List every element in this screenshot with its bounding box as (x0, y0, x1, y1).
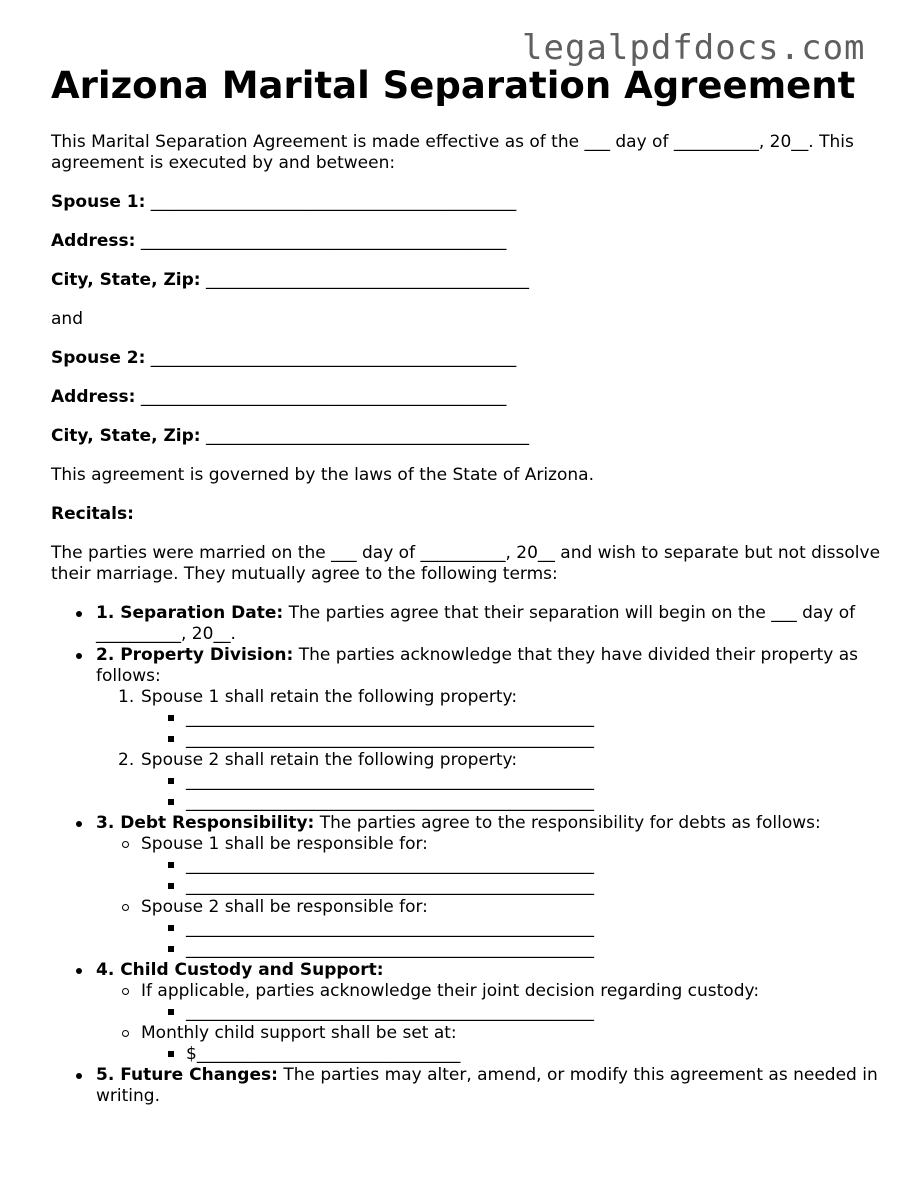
item-number: 1. (118, 687, 135, 707)
term-property-division (51, 645, 881, 813)
blank-line[interactable]: ________________________________________________ (141, 876, 881, 897)
term-heading: 5. Future Changes: (96, 1065, 278, 1085)
blank-line[interactable]: ________________________________________________ (141, 708, 881, 729)
list-item: 1. Spouse 1 shall retain the following property: ________________________________________________ ________________________________________________ (96, 687, 881, 750)
list-item: Spouse 2 shall be responsible for: ________________________________________________ ________________________________________________ (96, 897, 881, 960)
term-debt-responsibility (51, 813, 881, 960)
term-text: The parties agree that their separation will begin on the ___ day of __________, 20__. (96, 603, 856, 644)
list-item: Spouse 1 shall be responsible for: ________________________________________________ ________________________________________________ (96, 834, 881, 897)
term-heading: 4. Child Custody and Support: (96, 960, 384, 980)
term-heading: 3. Debt Responsibility: (96, 813, 315, 833)
field-label: Address: (51, 387, 136, 407)
blank-line[interactable]: ________________________________________________ (141, 918, 881, 939)
intro-paragraph: This Marital Separation Agreement is made effective as of the ___ day of __________, 20__. This agreement is executed by and between: (51, 132, 854, 173)
blank-line[interactable]: ___________________________________________ (150, 348, 517, 368)
blank-line[interactable]: ________________________________________________ (141, 792, 881, 813)
governing-law: This agreement is governed by the laws of the State of Arizona. (51, 465, 594, 485)
field-label: Spouse 2: (51, 348, 146, 368)
blank-line[interactable]: ______________________________________ (205, 426, 529, 446)
term-heading: 1. Separation Date: (96, 603, 284, 623)
term-text: The parties may alter, amend, or modify this agreement as needed in writing. (96, 1065, 878, 1106)
watermark: legalpdfdocs.com (522, 28, 866, 68)
document-title: Arizona Marital Separation Agreement (51, 64, 856, 107)
document-body (51, 132, 881, 1107)
spouse1-city-field[interactable] (51, 270, 881, 291)
term-child-custody (51, 960, 881, 1065)
blank-line[interactable]: ______________________________________ (205, 270, 529, 290)
field-label: City, State, Zip: (51, 426, 201, 446)
recitals-heading: Recitals: (51, 504, 134, 524)
blank-line[interactable]: ________________________________________________ (141, 729, 881, 750)
field-label: City, State, Zip: (51, 270, 201, 290)
list-item: If applicable, parties acknowledge their joint decision regarding custody: ________________________________________________ (96, 981, 881, 1023)
blank-line[interactable]: ________________________________________________ (141, 855, 881, 876)
and-text: and (51, 309, 83, 329)
term-separation-date (51, 603, 881, 645)
field-label: Spouse 1: (51, 192, 146, 212)
term-heading: 2. Property Division: (96, 645, 294, 665)
spouse2-address-field[interactable] (51, 387, 881, 408)
recitals-text: The parties were married on the ___ day of __________, 20__ and wish to separate but not dissolve their marriage. They mutually agree to the following terms: (51, 543, 881, 584)
spouse1-name-field[interactable] (51, 192, 881, 213)
blank-line[interactable]: ___________________________________________ (140, 231, 507, 251)
item-number: 2. (118, 750, 135, 770)
term-text: The parties acknowledge that they have divided their property as follows: (96, 645, 858, 686)
blank-line[interactable]: ________________________________________________ (141, 939, 881, 960)
blank-line[interactable]: ________________________________________________ (141, 771, 881, 792)
term-text: The parties agree to the responsibility for debts as follows: (319, 813, 821, 833)
list-item: Monthly child support shall be set at: $_______________________________ (96, 1023, 881, 1065)
spouse2-city-field[interactable] (51, 426, 881, 447)
spouse1-address-field[interactable] (51, 231, 881, 252)
blank-line[interactable]: ___________________________________________ (140, 387, 507, 407)
field-label: Address: (51, 231, 136, 251)
blank-line[interactable]: ________________________________________________ (141, 1002, 881, 1023)
blank-line[interactable]: ___________________________________________ (150, 192, 517, 212)
list-item: 2. Spouse 2 shall retain the following property: ________________________________________________ ________________________________________________ (96, 750, 881, 813)
child-support-amount[interactable]: $_______________________________ (141, 1044, 881, 1065)
terms-list (51, 603, 881, 1107)
spouse2-name-field[interactable] (51, 348, 881, 369)
term-future-changes (51, 1065, 881, 1107)
